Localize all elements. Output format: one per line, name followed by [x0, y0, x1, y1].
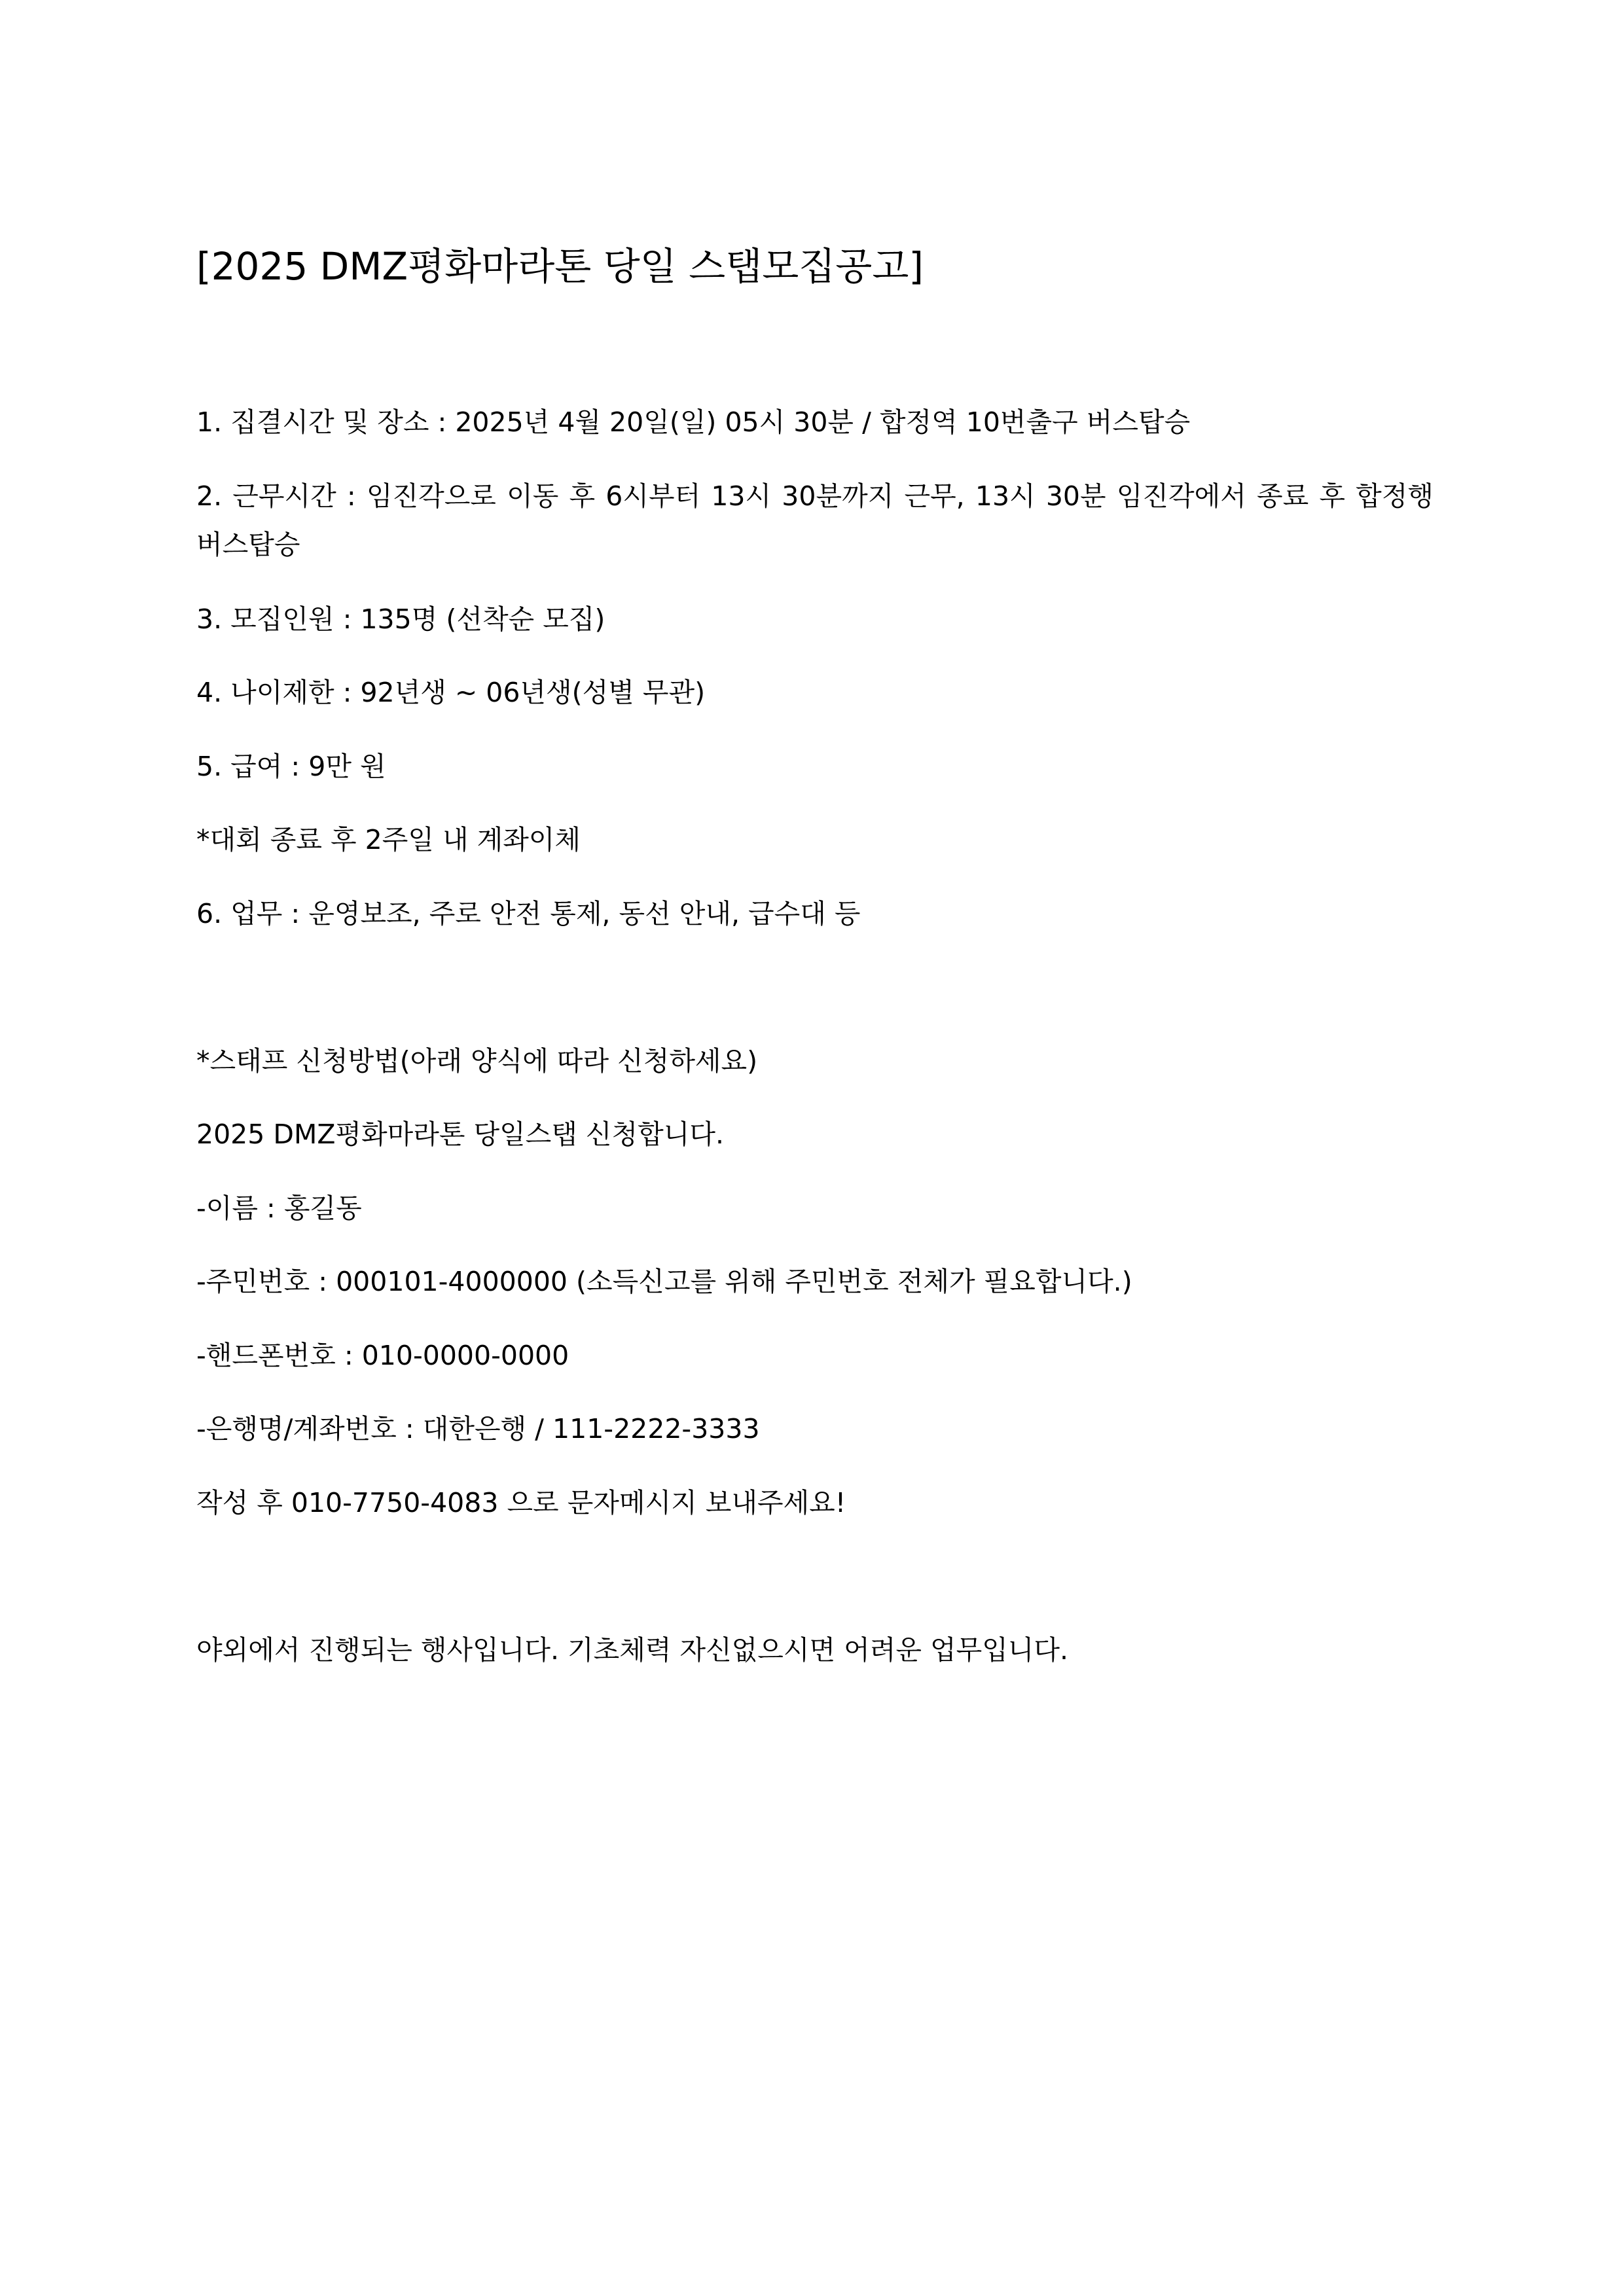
item-recruits: 3. 모집인원 : 135명 (선착순 모집) — [196, 603, 605, 635]
item-pay-note: *대회 종료 후 2주일 내 계좌이체 — [196, 824, 581, 855]
application-resident-number: -주민번호 : 000101-4000000 (소득신고를 위해 주민번호 전체가 필요합니다.) — [196, 1266, 1132, 1297]
item-gathering: 1. 집결시간 및 장소 : 2025년 4월 20일(일) 05시 30분 / 합정역 10번출구 버스탑승 — [196, 406, 1191, 438]
application-name: -이름 : 홍길동 — [196, 1193, 362, 1224]
item-duties: 6. 업무 : 운영보조, 주로 안전 통제, 동선 안내, 급수대 등 — [196, 898, 861, 929]
application-send: 작성 후 010-7750-4083 으로 문자메시지 보내주세요! — [196, 1487, 846, 1518]
item-work-hours: 2. 근무시간 : 임진각으로 이동 후 6시부터 13시 30분까지 근무, 13시 30분 임진각에서 종료 후 합정행 버스탑승 — [196, 480, 1434, 560]
item-age-limit: 4. 나이제한 : 92년생 ~ 06년생(성별 무관) — [196, 677, 706, 708]
application-bank: -은행명/계좌번호 : 대한은행 / 111-2222-3333 — [196, 1413, 760, 1444]
application-phone: -핸드폰번호 : 010-0000-0000 — [196, 1340, 569, 1371]
item-pay: 5. 급여 : 9만 원 — [196, 751, 386, 782]
document-title: [2025 DMZ평화마라톤 당일 스탭모집공고] — [196, 244, 924, 289]
notice-text: 야외에서 진행되는 행사입니다. 기초체력 자신없으시면 어려운 업무입니다. — [196, 1634, 1069, 1666]
application-intro: 2025 DMZ평화마라톤 당일스탭 신청합니다. — [196, 1119, 724, 1150]
application-heading: *스태프 신청방법(아래 양식에 따라 신청하세요) — [196, 1045, 758, 1077]
